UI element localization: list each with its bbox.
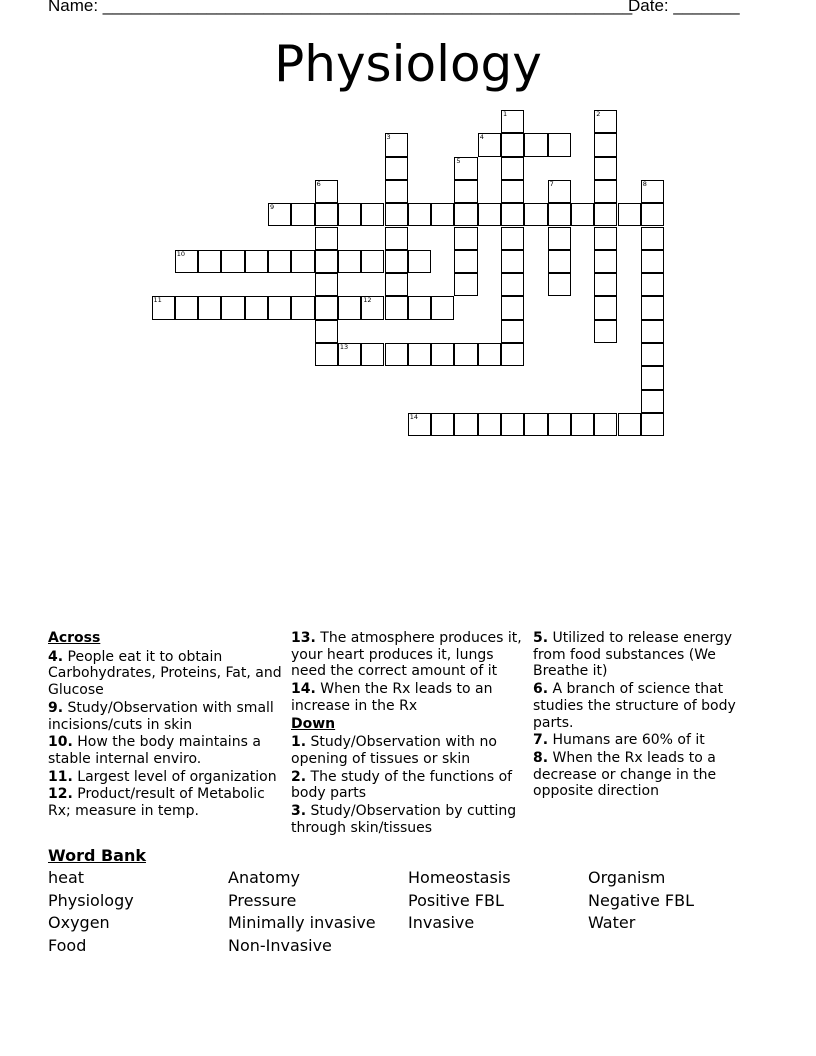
across-clue: 9. Study/Observation with small incisions/cuts in skin [48, 699, 274, 733]
cell-number: 3 [386, 133, 391, 142]
crossword-cell[interactable] [501, 273, 524, 296]
cell-number: 14 [409, 412, 419, 421]
crossword-cell[interactable] [385, 157, 408, 180]
crossword-cell[interactable] [501, 203, 524, 226]
crossword-cell[interactable] [315, 320, 338, 343]
word-bank-item: Minimally invasive [228, 913, 376, 933]
cell-number: 9 [270, 203, 275, 212]
crossword-cell[interactable] [454, 227, 477, 250]
page-title: Physiology [274, 35, 542, 93]
crossword-cell[interactable] [641, 390, 664, 413]
crossword-cell[interactable] [361, 203, 384, 226]
crossword-cell[interactable] [408, 203, 431, 226]
crossword-cell[interactable] [408, 343, 431, 366]
crossword-cell[interactable] [641, 180, 664, 203]
crossword-cell[interactable] [338, 250, 361, 273]
crossword-cell[interactable] [198, 296, 221, 319]
crossword-cell[interactable] [501, 110, 524, 133]
crossword-cell[interactable] [361, 343, 384, 366]
crossword-cell[interactable] [385, 227, 408, 250]
crossword-cell[interactable] [641, 366, 664, 389]
crossword-cell[interactable] [315, 250, 338, 273]
word-bank-item: Oxygen [48, 913, 110, 933]
crossword-cell[interactable] [501, 413, 524, 436]
clues-column-3 [533, 630, 769, 801]
cell-number: 13 [339, 343, 349, 351]
crossword-cell[interactable] [501, 180, 524, 203]
word-bank-item: Water [588, 913, 636, 933]
crossword-cell[interactable] [175, 250, 198, 273]
word-bank-item: Pressure [228, 890, 297, 910]
crossword-cell[interactable] [385, 250, 408, 273]
crossword-cell[interactable] [478, 203, 501, 226]
crossword-cell[interactable] [454, 180, 477, 203]
crossword-cell[interactable] [641, 413, 664, 436]
crossword-cell[interactable] [501, 343, 524, 366]
word-bank-item: Food [48, 935, 87, 955]
word-bank-item: Negative FBL [588, 890, 694, 910]
down-clue: 3. Study/Observation by cutting through skin/tissues [291, 803, 517, 836]
crossword-cell[interactable] [594, 296, 617, 319]
word-bank-item: Organism [588, 868, 666, 887]
clues-column-1 [48, 630, 284, 821]
crossword-cell[interactable] [361, 250, 384, 273]
crossword-cell[interactable] [641, 250, 664, 273]
cell-number: 11 [153, 296, 162, 305]
crossword-cell[interactable] [268, 296, 291, 319]
crossword-cell[interactable] [594, 273, 617, 296]
across-clue: 12. Product/result of Metabolic Rx; measure in temp. [48, 786, 265, 820]
crossword-cell[interactable] [594, 413, 617, 436]
crossword-cell[interactable] [175, 296, 198, 319]
crossword-cell[interactable] [594, 250, 617, 273]
crossword-cell[interactable] [221, 296, 244, 319]
word-bank-item: Physiology [48, 890, 134, 910]
across-heading: Across [48, 630, 101, 646]
crossword-cell[interactable] [594, 133, 617, 156]
crossword-cell[interactable] [152, 296, 175, 319]
across-clue: 4. People eat it to obtain Carbohydrates, Proteins, Fat, and Glucose [48, 648, 282, 699]
crossword-cell[interactable] [198, 250, 221, 273]
crossword-cell[interactable] [454, 203, 477, 226]
crossword-cell[interactable] [268, 203, 291, 226]
cell-number: 6 [316, 179, 321, 188]
cell-number: 7 [549, 179, 554, 188]
word-bank-item: Homeostasis [408, 868, 511, 887]
crossword-cell[interactable] [315, 343, 338, 366]
crossword-cell[interactable] [478, 343, 501, 366]
crossword-cell[interactable] [478, 413, 501, 436]
clues-column-2 [291, 630, 527, 837]
crossword-cell[interactable] [291, 250, 314, 273]
cell-number: 1 [503, 110, 508, 118]
crossword-cell[interactable] [454, 157, 477, 180]
crossword-cell[interactable] [361, 296, 384, 319]
crossword-cell[interactable] [408, 413, 431, 436]
crossword-cell[interactable] [524, 413, 547, 436]
crossword-cell[interactable] [548, 250, 571, 273]
crossword-cell[interactable] [524, 203, 547, 226]
crossword-cell[interactable] [245, 250, 268, 273]
crossword-cell[interactable] [385, 273, 408, 296]
crossword-cell[interactable] [594, 320, 617, 343]
crossword-cell[interactable] [548, 203, 571, 226]
crossword-cell[interactable] [548, 180, 571, 203]
crossword-cell[interactable] [501, 133, 524, 156]
crossword-cell[interactable] [385, 343, 408, 366]
crossword-cell[interactable] [618, 413, 641, 436]
crossword-cell[interactable] [501, 320, 524, 343]
cell-number: 5 [456, 156, 461, 165]
cell-number: 10 [176, 249, 186, 258]
crossword-cell[interactable] [315, 227, 338, 250]
word-bank-item: Non-Invasive [228, 935, 332, 955]
crossword-cell[interactable] [385, 296, 408, 319]
crossword-cell[interactable] [268, 250, 291, 273]
crossword-cell[interactable] [315, 273, 338, 296]
word-bank-heading: Word Bank [48, 846, 147, 865]
crossword-cell[interactable] [641, 273, 664, 296]
crossword-cell[interactable] [221, 250, 244, 273]
down-clue: 6. A branch of science that studies the structure of body parts. [533, 681, 736, 731]
crossword-cell[interactable] [338, 343, 361, 366]
cell-number: 4 [479, 133, 484, 142]
crossword-cell[interactable] [385, 203, 408, 226]
cell-number: 12 [363, 296, 372, 305]
across-clue: 11. Largest level of organization [48, 768, 277, 785]
word-bank-item: Anatomy [228, 868, 301, 887]
crossword-cell[interactable] [408, 296, 431, 319]
crossword-cell[interactable] [524, 133, 547, 156]
crossword-cell[interactable] [315, 296, 338, 319]
word-bank-item: Invasive [408, 913, 475, 933]
crossword-cell[interactable] [548, 273, 571, 296]
crossword-cell[interactable] [315, 180, 338, 203]
down-heading: Down [291, 715, 336, 732]
crossword-cell[interactable] [594, 227, 617, 250]
crossword-cell[interactable] [338, 203, 361, 226]
crossword-cell[interactable] [641, 343, 664, 366]
down-clue: 2. The study of the functions of body parts [291, 768, 513, 802]
crossword-cell[interactable] [571, 413, 594, 436]
crossword-cell[interactable] [431, 296, 454, 319]
crossword-cell[interactable] [641, 296, 664, 319]
crossword-cell[interactable] [291, 296, 314, 319]
crossword-cell[interactable] [594, 110, 617, 133]
across-clue: 10. How the body maintains a stable internal enviro. [48, 734, 261, 767]
crossword-cell[interactable] [594, 203, 617, 226]
crossword-cell[interactable] [408, 250, 431, 273]
crossword-cell[interactable] [548, 227, 571, 250]
across-clue: 14. When the Rx leads to an increase in the Rx [291, 681, 493, 714]
crossword-cell[interactable] [385, 133, 408, 156]
crossword-cell[interactable] [571, 203, 594, 226]
cell-number: 2 [596, 110, 601, 118]
crossword-cell[interactable] [501, 227, 524, 250]
crossword-cell[interactable] [501, 157, 524, 180]
down-clue: 8. When the Rx leads to a decrease or change in the opposite direction [533, 749, 717, 800]
word-bank-item [408, 935, 588, 958]
word-bank-item: heat [48, 868, 85, 887]
date-field[interactable]: Date: _______ [628, 0, 740, 15]
crossword-cell[interactable] [594, 180, 617, 203]
crossword-cell[interactable] [315, 203, 338, 226]
name-field[interactable]: Name: ________________________________________________________ [48, 0, 633, 15]
crossword-cell[interactable] [594, 157, 617, 180]
word-bank [48, 867, 768, 957]
crossword-cell[interactable] [454, 273, 477, 296]
crossword-cell[interactable] [501, 296, 524, 319]
crossword-cell[interactable] [385, 180, 408, 203]
crossword-grid [0, 0, 816, 460]
crossword-cell[interactable] [245, 296, 268, 319]
crossword-cell[interactable] [548, 413, 571, 436]
crossword-cell[interactable] [338, 296, 361, 319]
crossword-cell[interactable] [291, 203, 314, 226]
down-clue: 1. Study/Observation with no opening of tissues or skin [291, 734, 497, 767]
across-clue: 13. The atmosphere produces it, your heart produces it, lungs need the correct amount of it [291, 630, 522, 680]
crossword-cell[interactable] [641, 203, 664, 226]
down-clue: 7. Humans are 60% of it [533, 732, 705, 749]
crossword-cell[interactable] [641, 320, 664, 343]
crossword-cell[interactable] [431, 203, 454, 226]
down-clue: 5. Utilized to release energy from food substances (We Breathe it) [533, 630, 733, 680]
crossword-cell[interactable] [641, 227, 664, 250]
cell-number: 8 [642, 179, 647, 188]
word-bank-item [588, 935, 768, 958]
crossword-cell[interactable] [548, 133, 571, 156]
crossword-cell[interactable] [431, 413, 454, 436]
crossword-cell[interactable] [454, 343, 477, 366]
crossword-cell[interactable] [478, 133, 501, 156]
word-bank-item: Positive FBL [408, 890, 504, 910]
crossword-cell[interactable] [431, 343, 454, 366]
crossword-cell[interactable] [618, 203, 641, 226]
crossword-cell[interactable] [454, 250, 477, 273]
crossword-cell[interactable] [454, 413, 477, 436]
crossword-cell[interactable] [501, 250, 524, 273]
